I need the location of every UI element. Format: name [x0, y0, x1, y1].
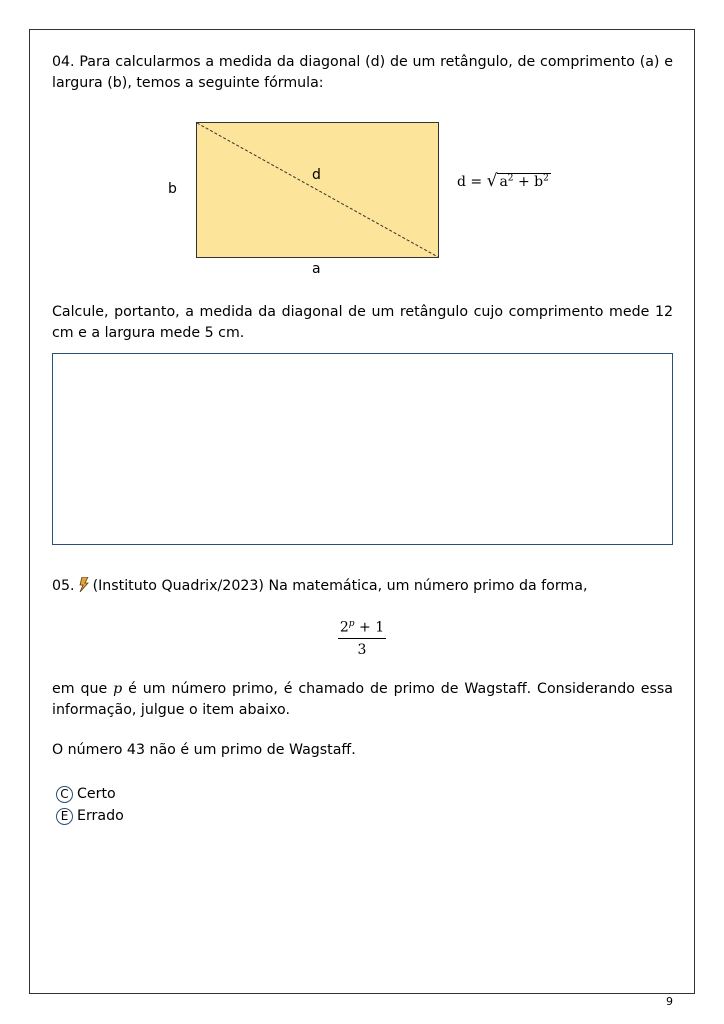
page-number: 9	[666, 995, 673, 1008]
fraction-base: 2	[339, 619, 349, 636]
q5-body	[52, 679, 673, 721]
label-a: a	[312, 261, 321, 277]
q5-number: 05.	[52, 578, 75, 594]
q5-header	[52, 576, 673, 599]
fraction-denominator: 3	[357, 641, 367, 658]
option-letter-c[interactable]: C	[56, 786, 73, 803]
formula-exp-a: 2	[507, 173, 514, 184]
formula-left: d =	[457, 174, 487, 190]
answer-options	[56, 783, 124, 827]
q4-calc-text: Calcule, portanto, a medida da diagonal de um retângulo cujo comprimento mede 12 cm e a largura mede 5 cm.	[52, 304, 673, 341]
diagonal-line	[196, 122, 439, 258]
q5-body-pre: em que	[52, 681, 114, 697]
formula-a: a	[499, 174, 508, 190]
option-label-errado: Errado	[77, 808, 124, 824]
formula-exp-b: 2	[543, 173, 549, 184]
option-errado[interactable]	[56, 805, 124, 827]
wagstaff-fraction	[338, 619, 386, 658]
fraction-exponent: p	[348, 619, 355, 629]
q5-body-post: é um número primo, é chamado de primo de Wagstaff. Considerando essa informação, julgue o item abaixo.	[52, 681, 673, 718]
lightning-icon	[79, 577, 89, 599]
q4-intro: 04. Para calcularmos a medida da diagonal (d) de um retângulo, de comprimento (a) e largura (b), temos a seguinte fórmula:	[52, 54, 673, 91]
label-b: b	[168, 181, 177, 197]
label-d: d	[312, 167, 321, 183]
q5-body-var: p	[113, 681, 123, 697]
answer-box[interactable]	[52, 353, 673, 545]
q5-source: (Instituto Quadrix/2023) Na matemática, um número primo da forma,	[92, 578, 588, 594]
fraction-numerator	[338, 619, 386, 639]
formula-plus-b: + b	[513, 174, 544, 190]
option-letter-e[interactable]: E	[56, 808, 73, 825]
option-certo[interactable]	[56, 783, 124, 805]
formula-radicand	[497, 173, 550, 190]
fraction-num-rest: + 1	[354, 619, 385, 636]
option-label-certo: Certo	[77, 786, 116, 802]
sqrt-symbol: √	[486, 171, 498, 191]
diagonal-formula	[457, 171, 551, 191]
q5-statement: O número 43 não é um primo de Wagstaff.	[52, 742, 356, 758]
